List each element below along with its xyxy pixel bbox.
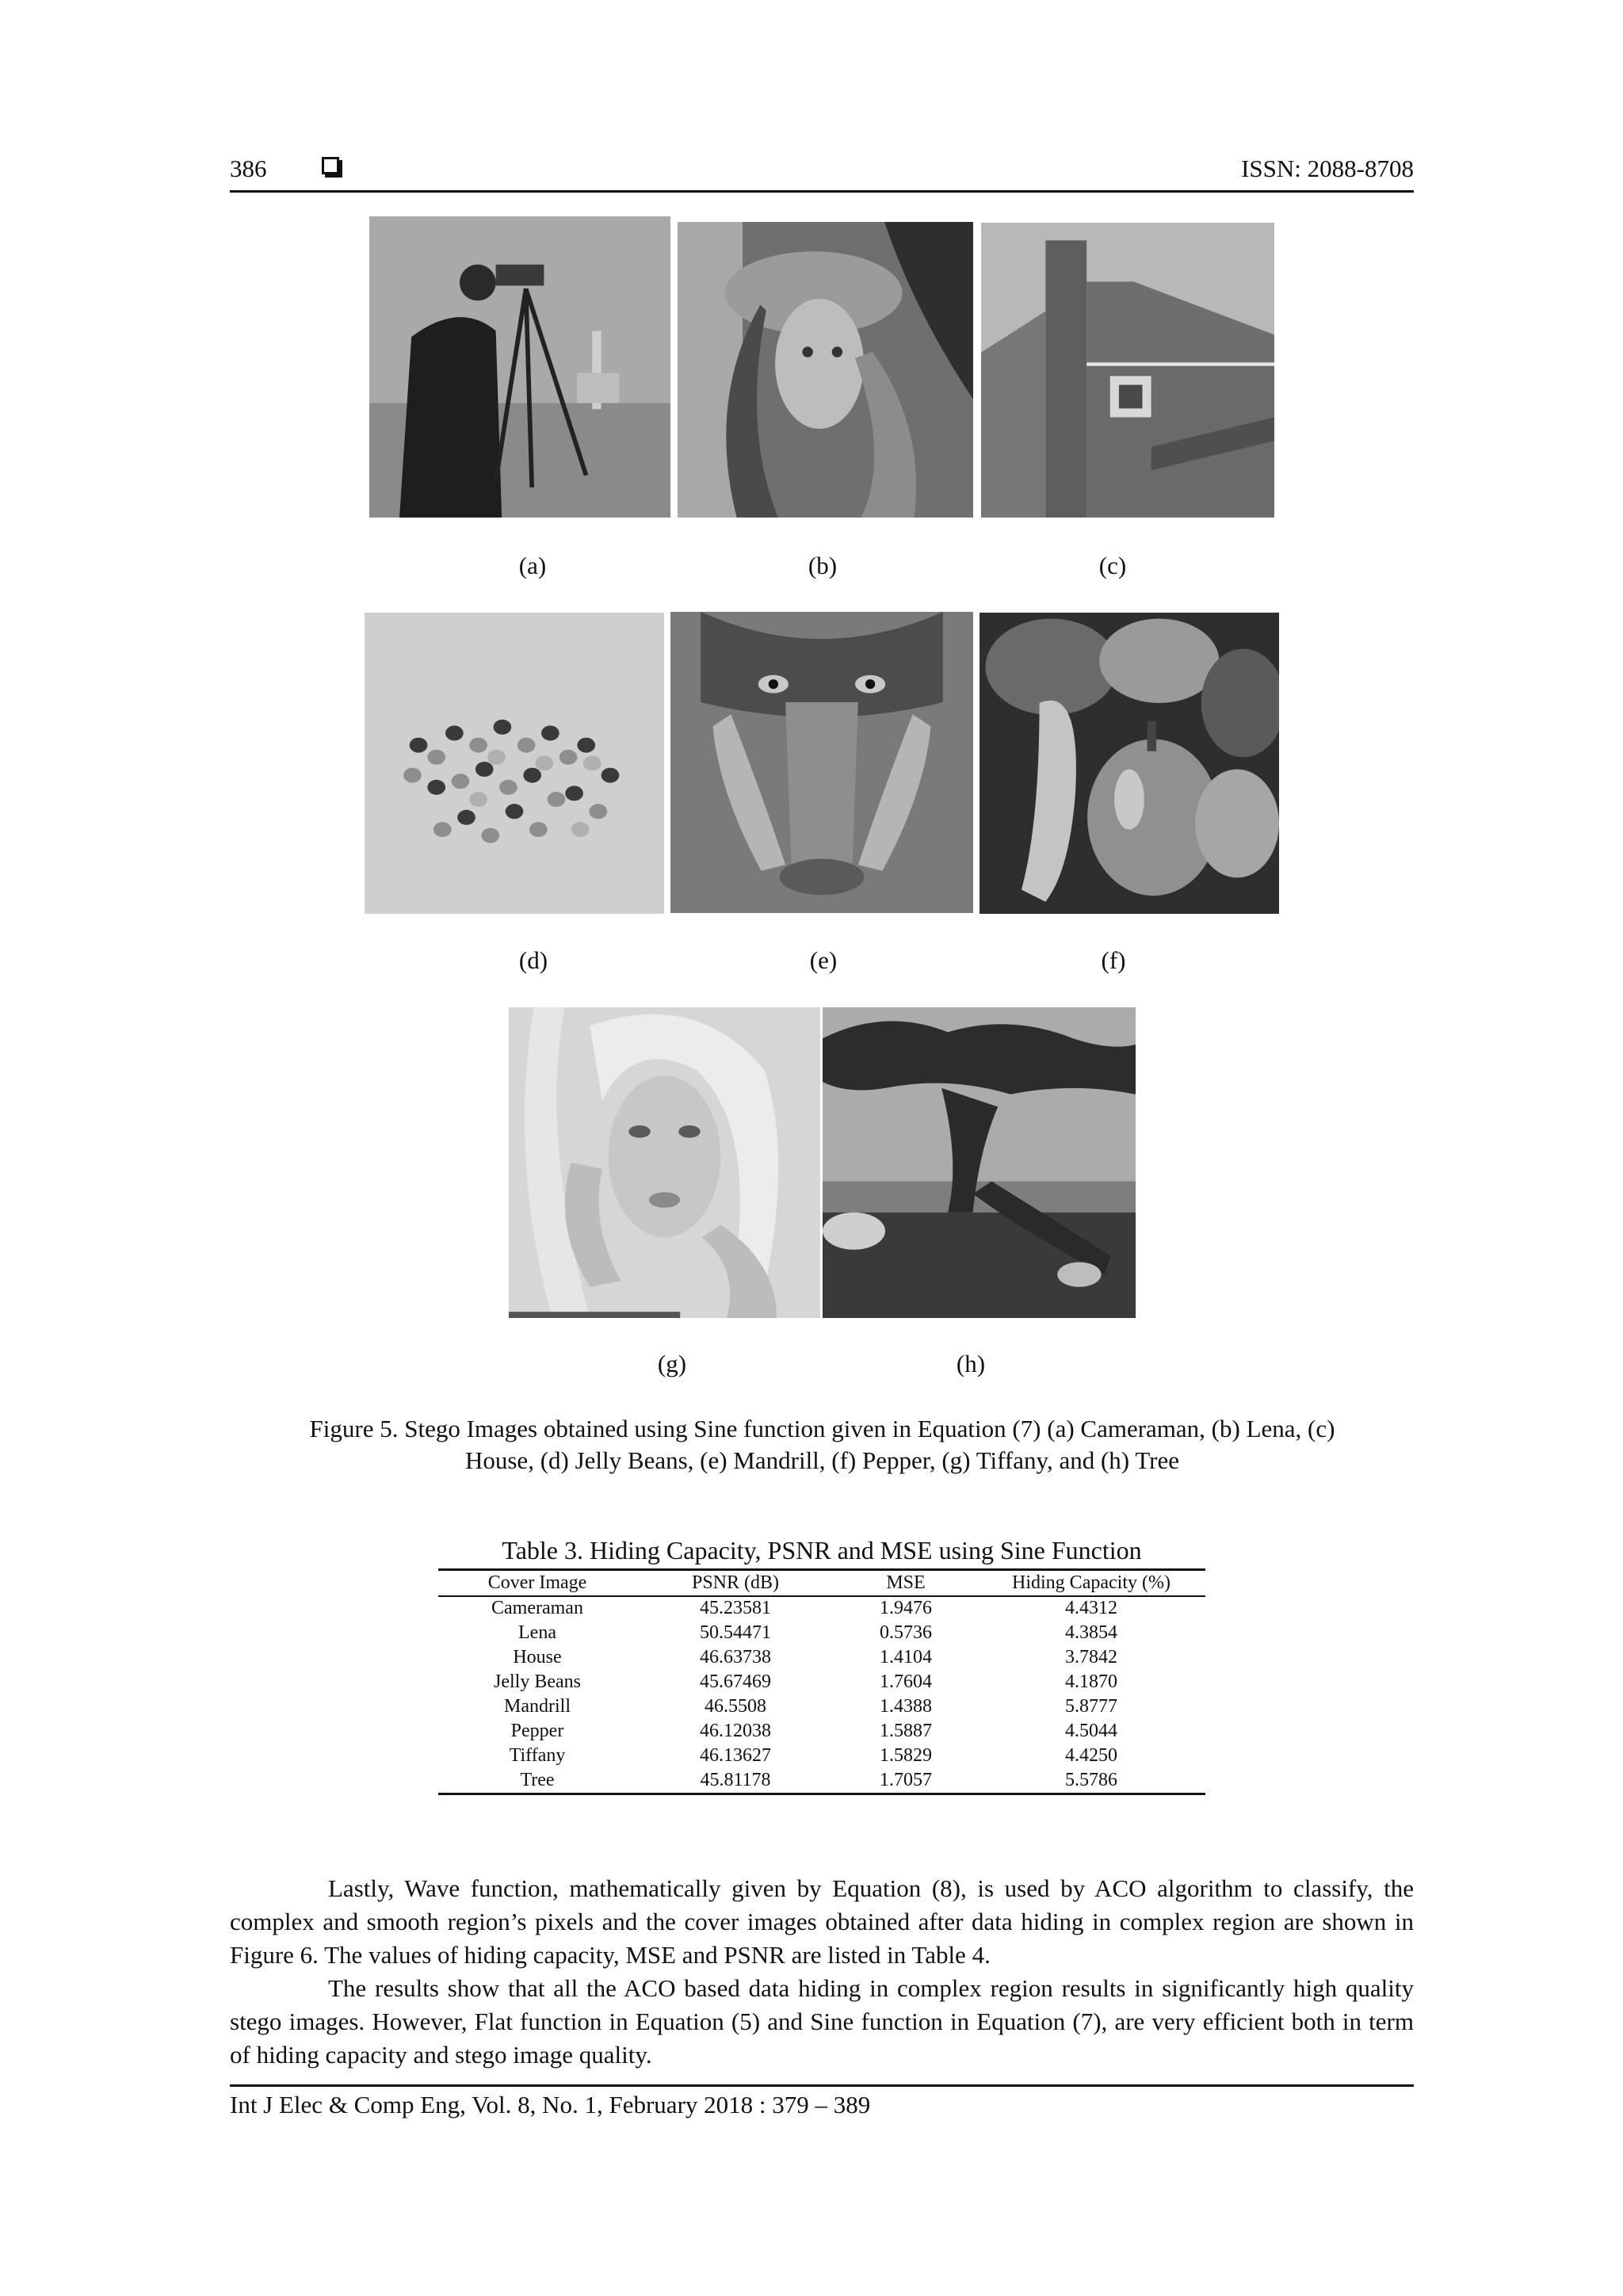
header-rule — [230, 190, 1414, 193]
label-f: (f) — [1101, 946, 1126, 974]
issn: ISSN: 2088-8708 — [1241, 155, 1414, 182]
cell-psnr: 45.81178 — [700, 1770, 771, 1790]
cell-cover-image: Pepper — [510, 1721, 564, 1741]
cell-mse: 1.4104 — [880, 1647, 932, 1668]
image-pepper — [980, 613, 1279, 914]
label-g: (g) — [657, 1350, 687, 1377]
image-lena — [678, 222, 973, 518]
label-c: (c) — [1098, 552, 1127, 579]
cell-mse: 1.7604 — [880, 1671, 932, 1692]
body-paragraph-1: Lastly, Wave function, mathematically given by Equation (8), is used by ACO algorithm to classify, the complex and smooth region’s pixels and the cover images obtained after data hiding in complex region are shown in Figure 6. The values of hiding capacity, MSE and PSNR are listed in Table 4. — [230, 1874, 1414, 1969]
cell-cover-image: Lena — [518, 1622, 556, 1643]
column-header: Hiding Capacity (%) — [1012, 1572, 1170, 1593]
footer-rule — [230, 2084, 1414, 2087]
footer-citation: Int J Elec & Comp Eng, Vol. 8, No. 1, February 2018 : 379 – 389 — [230, 2091, 871, 2118]
figure-caption-line-1: Figure 5. Stego Images obtained using Sine function given in Equation (7) (a) Cameraman, (b) Lena, (c) — [309, 1415, 1335, 1442]
image-tree — [823, 1007, 1136, 1318]
column-header: MSE — [886, 1572, 926, 1593]
cell-cover-image: Tree — [520, 1770, 555, 1790]
cell-psnr: 46.12038 — [700, 1721, 771, 1741]
cell-mse: 1.9476 — [880, 1598, 932, 1618]
cell-cover-image: Cameraman — [491, 1598, 583, 1618]
cell-hiding-capacity: 4.3854 — [1065, 1622, 1117, 1643]
label-d: (d) — [518, 946, 548, 974]
cell-mse: 1.5887 — [880, 1721, 932, 1741]
image-mandrill — [670, 612, 973, 913]
cell-hiding-capacity: 4.4250 — [1065, 1745, 1117, 1766]
cell-cover-image: House — [513, 1647, 562, 1668]
cell-cover-image: Tiffany — [509, 1745, 566, 1766]
cell-hiding-capacity: 4.5044 — [1065, 1721, 1117, 1741]
table-row — [438, 1694, 1205, 1719]
table-title: Table 3. Hiding Capacity, PSNR and MSE using Sine Function — [502, 1536, 1142, 1564]
cell-mse: 1.7057 — [880, 1770, 932, 1790]
figure-caption — [238, 1413, 1407, 1477]
cell-hiding-capacity: 5.8777 — [1065, 1696, 1117, 1717]
label-b: (b) — [808, 552, 838, 579]
table-row — [438, 1768, 1205, 1793]
cell-hiding-capacity: 4.4312 — [1065, 1598, 1117, 1618]
results-table — [438, 1570, 1205, 1793]
label-h: (h) — [956, 1350, 986, 1377]
label-a: (a) — [518, 552, 547, 579]
cell-cover-image: Mandrill — [504, 1696, 571, 1717]
body-paragraph-2: The results show that all the ACO based data hiding in complex region results in significantly high quality stego images. However, Flat function in Equation (5) and Sine function in Equation (7), are very efficient both in term of hiding capacity and stego image quality. — [230, 1974, 1414, 2069]
cell-mse: 1.5829 — [880, 1745, 932, 1766]
cell-hiding-capacity: 3.7842 — [1065, 1647, 1117, 1668]
cell-psnr: 45.67469 — [700, 1671, 771, 1692]
image-tiffany — [509, 1007, 820, 1318]
table-header-row — [438, 1570, 1205, 1596]
table-row — [438, 1596, 1205, 1621]
table-row — [438, 1621, 1205, 1645]
checkbox-icon — [322, 157, 339, 174]
table-row — [438, 1670, 1205, 1694]
cell-psnr: 46.63738 — [700, 1647, 771, 1668]
page-number: 386 — [230, 155, 267, 182]
image-jelly-beans — [365, 613, 664, 914]
cell-hiding-capacity: 5.5786 — [1065, 1770, 1117, 1790]
cell-psnr: 50.54471 — [700, 1622, 771, 1643]
figure-caption-line-2: House, (d) Jelly Beans, (e) Mandrill, (f) Pepper, (g) Tiffany, and (h) Tree — [464, 1446, 1180, 1474]
cell-hiding-capacity: 4.1870 — [1065, 1671, 1117, 1692]
column-header: PSNR (dB) — [691, 1572, 780, 1593]
table-row — [438, 1719, 1205, 1744]
column-header: Cover Image — [487, 1572, 587, 1593]
label-e: (e) — [809, 946, 838, 974]
cell-psnr: 46.13627 — [700, 1745, 771, 1766]
cell-psnr: 45.23581 — [700, 1598, 771, 1618]
image-cameraman — [369, 216, 670, 518]
table-bottom-rule — [438, 1793, 1205, 1795]
cell-psnr: 46.5508 — [705, 1696, 766, 1717]
table-row — [438, 1744, 1205, 1768]
table-row — [438, 1645, 1205, 1670]
cell-mse: 1.4388 — [880, 1696, 932, 1717]
cell-cover-image: Jelly Beans — [494, 1671, 581, 1692]
image-house — [981, 223, 1274, 518]
cell-mse: 0.5736 — [880, 1622, 932, 1643]
